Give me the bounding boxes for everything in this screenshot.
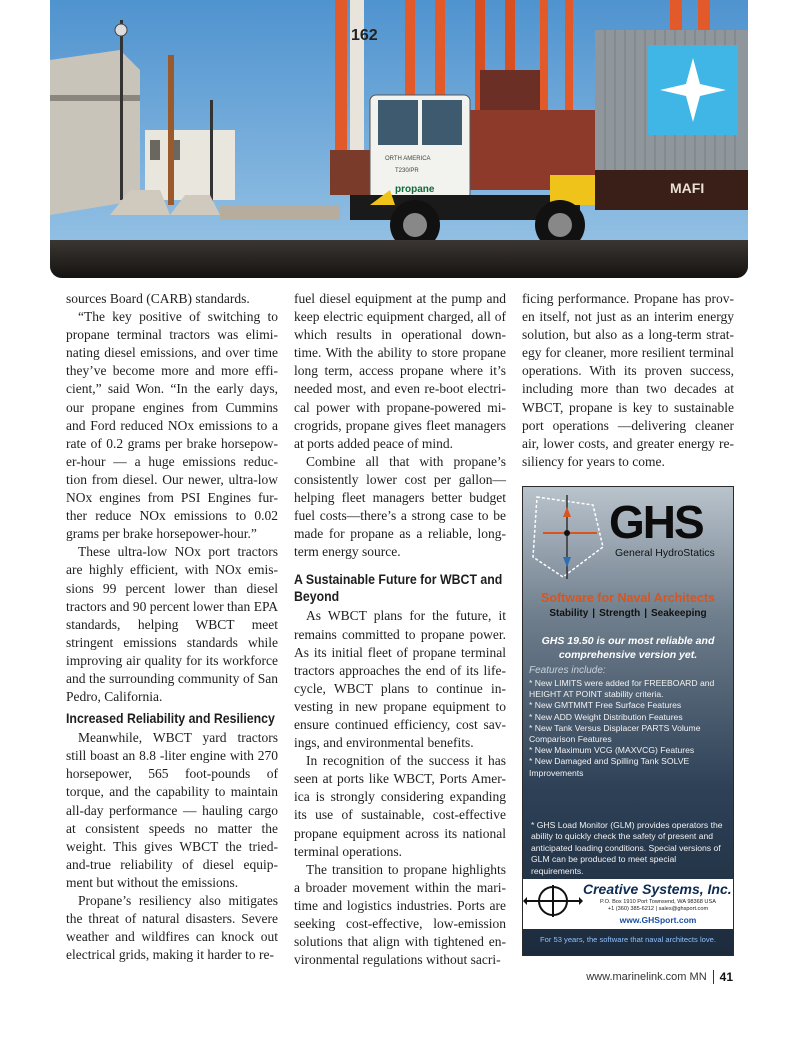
company-address-block [583,899,733,913]
ghs-logo-subtitle: General HydroStatics [615,547,715,559]
feature-item: * New GMTMMT Free Surface Features [529,700,682,711]
trailer-word: MAFI [670,180,705,196]
ad-version-note: GHS 19.50 is our most reliable and comprehensive version yet. [541,635,715,661]
ad-tagline [523,608,733,619]
col1-paragraph-2: “The key positive of switching to propane terminal tractors was elimi- nating diesel emissions, and over time they’ve become more and more effi- cient,” said Won. “In the early days, our propane engines from Cummins and Ford reduced NOx emissions to a rate of 0.2 grams per brake horsepow- er-hour — a huge emissions reduc- tion from diesel. Our newer, ultra-low NOx engines from PSI Engines fur- ther reduce NOx emissions to 0.02 grams per brake horsepower-hour.” [66,309,278,542]
ad-footer-slogan: For 53 years, the software that naval architects love. [539,935,716,944]
ship-hull-icon [523,487,613,583]
ghs-logo-text: GHS [609,496,703,548]
col1-paragraph-5: Propane’s resiliency also mitigates the threat of natural disasters. Severe weather and wildfires can knock out electrical grids, making it harder to re- [66,893,278,963]
company-url-link[interactable]: www.GHSport.com [619,915,697,925]
footer-divider [713,970,714,984]
tag-separator: | [644,608,648,619]
tractor-brand: propane [395,184,435,195]
features-heading: Features include: [529,665,606,676]
company-band [523,879,733,929]
tag-strength: Strength [599,608,641,619]
col2-paragraph-4: In recognition of the success it has seen at ports like WBCT, Ports Amer- ica is strongly considering expanding its use of sustainable, cost-effective propane equipment across its national terminal operations. [294,753,506,859]
terminal-tractor-photo-icon [50,0,748,278]
feature-item: * New Tank Versus Displacer PARTS Volume Comparison Features [529,722,701,745]
features-list [529,678,729,779]
magazine-abbrev: MN [689,971,707,983]
feature-item: * New ADD Weight Distribution Features [529,711,683,722]
tractor-model: T230/PR [395,168,419,174]
company-address: P.O. Box 1910 Port Townsend, WA 98368 USA [600,899,716,905]
col1-paragraph-1: sources Board (CARB) standards. [66,291,250,306]
col1-paragraph-3: These ultra-low NOx port tractors are highly efficient, with NOx emis- sions 99 percent lower than diesel tractors and 90 percent lower than EPA standards, helping WBCT meet stringent emissions standards while improving air quality for its workforce and the surrounding community of San Pedro, California. [66,544,278,705]
crane-number: 162 [351,27,378,44]
col3-paragraph-1: ficing performance. Propane has prov- en itself, not just as an interim energy solution, but also as a long-term strat- egy for cleaner, more resilient terminal operations. With its proven success, including more than two decades at WBCT, propane is key to sustainable port operations —delivering cleaner air, lower costs, and greater energy re- siliency for years to come. [522,291,734,469]
tractor-maker: ORTH AMERICA [385,156,431,162]
feature-item: * New Damaged and Spilling Tank SOLVE Improvements [529,756,690,778]
ghs-advertisement[interactable] [522,486,734,956]
heading-sustainable-future: A Sustainable Future for WBCT and Beyond [294,571,503,605]
glm-description: * GHS Load Monitor (GLM) provides operators the ability to quickly check the safety of present and anticipated loading conditions. Special versions of GLM can be produced to meet special requirements. [531,820,723,876]
tag-seakeeping: Seakeeping [651,608,707,619]
column-2 [294,290,506,969]
heading-reliability: Increased Reliability and Resiliency [66,710,275,727]
page-number: 41 [719,970,733,984]
company-contact: +1 (360) 385-6212 | sales@ghsport.com [607,906,709,912]
hero-photo [50,0,748,278]
col2-paragraph-3: As WBCT plans for the future, it remains committed to propane power. As its initial fleet of propane terminal tractors approaches the end of its life- cycle, WBCT plans to continue in- vesting in new propane equipment to ensure continued efficiency, cost sav- ings, and environmental benefits. [294,608,506,751]
col1-paragraph-4: Meanwhile, WBCT yard tractors still boast an 8.8 -liter engine with 270 horsepower, 565 foot-pounds of torque, and the capability to maintain all-day performance — hauling cargo at consistent speeds no matter the weight. This gives WBCT the tried- and-true reliability of diesel equip- ment but without the emissions. [66,730,278,890]
feature-item: * New Maximum VCG (MAXVCG) Features [529,745,695,756]
tag-separator: | [592,608,596,619]
ghs-logo-area [523,487,733,583]
page-footer [586,969,733,985]
feature-item: * New LIMITS were added for FREEBOARD and HEIGHT AT POINT stability criteria. [529,678,715,700]
col2-paragraph-5: The transition to propane highlights a broader movement within the mari- time and logistics industries. Ports are seeking cost-effective, low-emission solutions that align with tightened en- vironmental regulations without sacri- [294,861,506,968]
company-name: Creative Systems, Inc. [583,881,732,897]
col2-paragraph-1: fuel diesel equipment at the pump and keep electric equipment charged, all of which results in operational down- time. With the ability to store propane long term, access propane where it’s needed most, and even re-boot electri- cal power with propane-powered mi- crogrids, propane gives fleet managers at ports added peace of mind. [294,291,506,451]
ad-title: Software for Naval Architects [541,591,715,605]
col2-paragraph-2: Combine all that with propane’s consistently lower cost per gallon— helping fleet managers better budget fuel costs—there’s a strong case to be made for propane as a reliable, long- term energy source. [294,453,506,560]
column-1 [66,290,278,964]
site-link[interactable]: www.marinelink.com [586,971,687,983]
tag-stability: Stability [549,608,589,619]
creative-systems-logo-icon [523,879,583,929]
column-3 [522,290,734,471]
